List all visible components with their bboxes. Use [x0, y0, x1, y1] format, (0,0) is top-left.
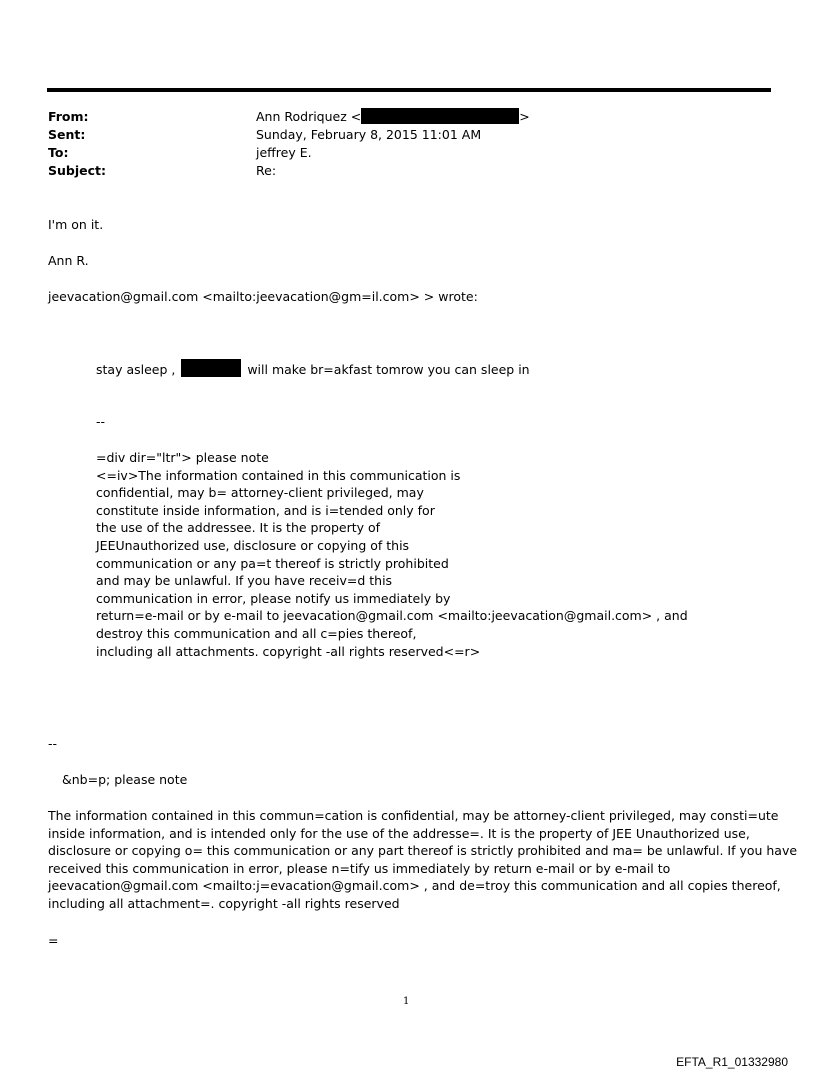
from-close: >: [519, 109, 530, 124]
disclaimer-block: [48, 807, 797, 913]
sent-value: Sunday, February 8, 2015 11:01 AM: [256, 127, 482, 142]
disclaimer-line: constitute inside information, and is i=tended only for: [96, 502, 435, 518]
disclaimer-line: JEEUnauthorized use, disclosure or copying of this: [96, 537, 410, 553]
redaction-box: [181, 359, 241, 377]
disclaimer-line: The information contained in this commun=cation is confidential, may be attorney-client privileged, may consti=ute: [48, 808, 779, 823]
subject-label-row: [48, 162, 106, 180]
from-value: Ann Rodriquez <: [256, 109, 362, 124]
disclaimer-line: <=iv>The information contained in this communication is: [96, 467, 461, 483]
from-row: [48, 108, 89, 126]
quoted-separator: --: [96, 414, 106, 429]
header-rule: [47, 88, 771, 92]
reply-line-1: I'm on it.: [48, 217, 104, 232]
disclaimer-line: received this communication in error, please n=tify us immediately by return e-mail or by e-mail to: [48, 860, 671, 876]
disclaimer-line: inside information, and is intended only for the use of the addresse=. It is the property of JEE Unauthorized use,: [48, 825, 750, 841]
disclaimer-line: and may be unlawful. If you have receiv=d this: [96, 573, 393, 589]
separator: --: [48, 736, 58, 751]
disclaimer-line: communication or any pa=t thereof is strictly prohibited: [96, 555, 449, 571]
disclaimer-line: destroy this communication and all c=pies thereof,: [96, 625, 417, 641]
disclaimer-line: return=e-mail or by e-mail to jeevacation@gmail.com <mailto:jeevacation@gmail.com> , and: [96, 608, 688, 624]
disclaimer-line: disclosure or copying o= this communication or any part thereof is strictly prohibited and ma= be unlawful. If you have: [48, 843, 798, 859]
disclaimer-line: including all attachments. copyright -all rights reserved<=r>: [96, 643, 481, 659]
sent-label: Sent:: [48, 127, 86, 142]
to-label-row: [48, 144, 68, 162]
disclaimer-line: jeevacation@gmail.com <mailto:j=evacation@gmail.com> , and de=troy this communication and all copies thereof,: [48, 878, 781, 894]
to-value: jeffrey E.: [256, 145, 312, 160]
quoted-text-before: stay asleep ,: [96, 362, 176, 377]
to-label: To:: [48, 145, 69, 160]
page-number: 1: [403, 996, 410, 1007]
from-label: From:: [48, 109, 89, 124]
quoted-disclaimer: [96, 449, 688, 660]
document-id: EFTA_R1_01332980: [676, 1055, 788, 1069]
disclaimer-line: the use of the addressee. It is the property of: [96, 520, 381, 536]
please-note: &nb=p; please note: [62, 772, 188, 787]
redaction-box: [361, 108, 519, 124]
wrote-line: jeevacation@gmail.com <mailto:jeevacation@gm=il.com> > wrote:: [48, 289, 478, 304]
disclaimer-line: including all attachment=. copyright -all rights reserved: [48, 895, 400, 911]
subject-label: Subject:: [48, 163, 106, 178]
disclaimer-line: =div dir="ltr"> please note: [96, 450, 269, 465]
trailing-char: =: [48, 933, 59, 948]
quoted-message: [96, 359, 530, 379]
signature: Ann R.: [48, 253, 89, 268]
sent-label-row: [48, 126, 85, 144]
subject-value: Re:: [256, 163, 277, 178]
disclaimer-line: communication in error, please notify us immediately by: [96, 590, 451, 606]
quoted-text-after: will make br=akfast tomrow you can sleep in: [247, 362, 530, 377]
disclaimer-line: confidential, may b= attorney-client privileged, may: [96, 485, 424, 501]
from-value-row: [256, 108, 530, 126]
